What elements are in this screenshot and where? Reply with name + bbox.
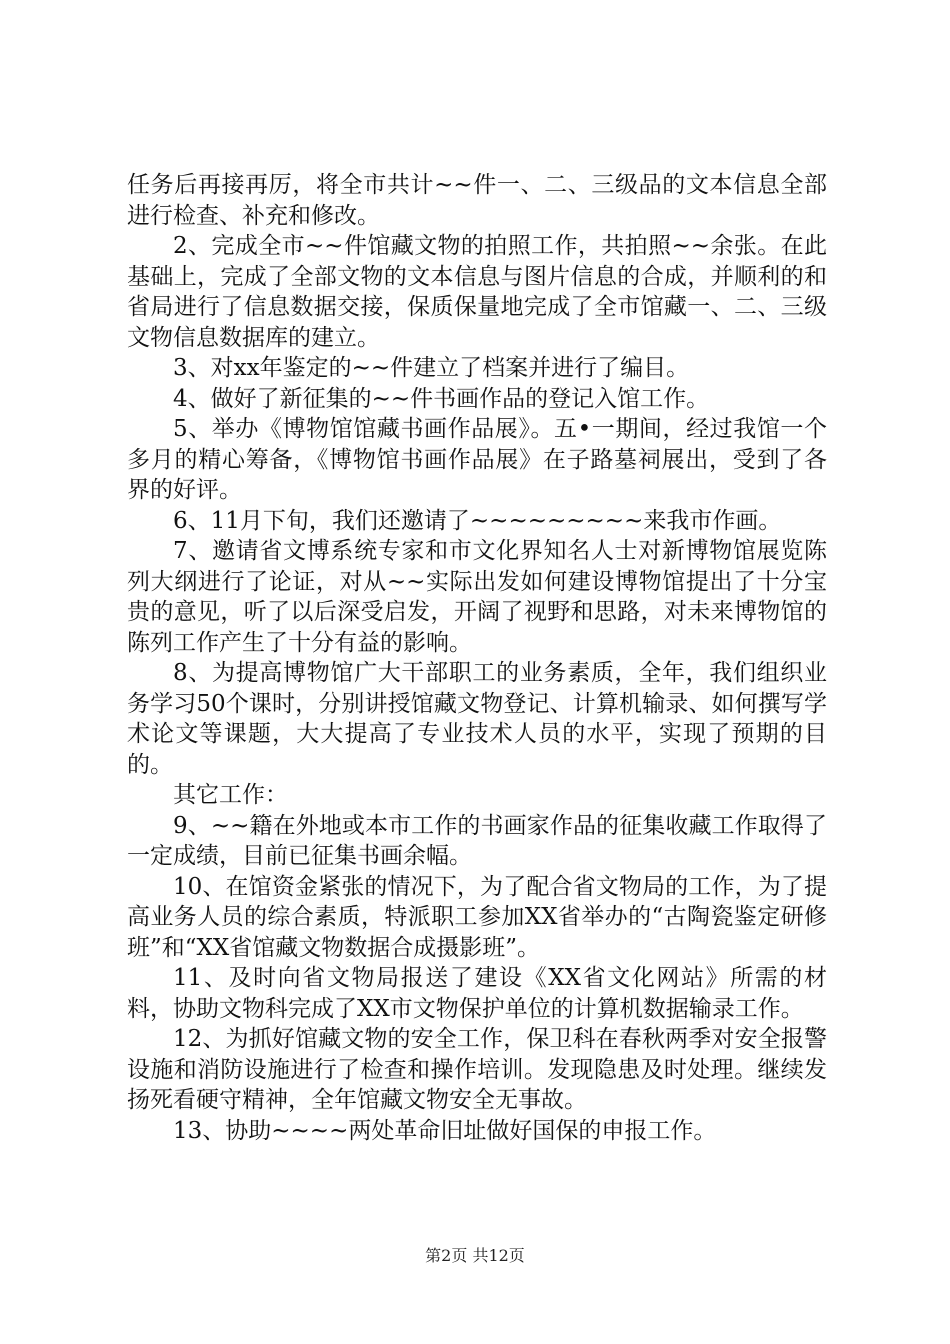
section-heading-other-work: 其它工作： bbox=[173, 782, 288, 808]
paragraph-item-6: 6、11月下旬，我们还邀请了~~~~~~~~~来我市作画。 bbox=[173, 507, 782, 534]
paragraph-item-12: 12、为抓好馆藏文物的安全工作，保卫科在春秋两季对安全报警设施和消防设施进行了检查和操作培训。发现隐患及时处理。继续发扬死看硬守精神，全年馆藏文物安全无事故。 bbox=[127, 1026, 827, 1113]
paragraph-item-11: 11、及时向省文物局报送了建设《XX省文化网站》所需的材料，协助文物科完成了XX市文物保护单位的计算机数据输录工作。 bbox=[127, 965, 827, 1022]
paragraph-item-4: 4、做好了新征集的~~件书画作品的登记入馆工作。 bbox=[173, 385, 710, 412]
paragraph-item-5: 5、举办《博物馆馆藏书画作品展》。五•一期间，经过我馆一个多月的精心筹备，《博物馆书画作品展》在子路墓祠展出，受到了各界的好评。 bbox=[127, 416, 827, 503]
paragraph-item-7: 7、邀请省文博系统专家和市文化界知名人士对新博物馆展览陈列大纲进行了论证，对从~~实际出发如何建设博物馆提出了十分宝贵的意见，听了以后深受启发，开阔了视野和思路，对未来博物馆的陈列工作产生了十分有益的影响。 bbox=[127, 538, 827, 656]
page-number-footer: 第2页 共12页 bbox=[425, 1246, 525, 1265]
paragraph-item-2: 2、完成全市~~件馆藏文物的拍照工作，共拍照~~余张。在此基础上，完成了全部文物的文本信息与图片信息的合成，并顺利的和省局进行了信息数据交接，保质保量地完成了全市馆藏一、二、三级文物信息数据库的建立。 bbox=[127, 233, 827, 351]
document-body bbox=[127, 170, 827, 1146]
paragraph-item-8: 8、为提高博物馆广大干部职工的业务素质，全年，我们组织业务学习50个课时，分别讲授馆藏文物登记、计算机输录、如何撰写学术论文等课题，大大提高了专业技术人员的水平，实现了预期的目的。 bbox=[127, 660, 827, 778]
paragraph-item-10: 10、在馆资金紧张的情况下，为了配合省文物局的工作，为了提高业务人员的综合素质，特派职工参加XX省举办的“古陶瓷鉴定研修班”和“XX省馆藏文物数据合成摄影班”。 bbox=[127, 873, 827, 961]
paragraph-item-13: 13、协助~~~~两处革命旧址做好国保的申报工作。 bbox=[173, 1117, 717, 1144]
paragraph-item-9: 9、~~籍在外地或本市工作的书画家作品的征集收藏工作取得了一定成绩，目前已征集书画余幅。 bbox=[127, 812, 827, 869]
paragraph-item-3: 3、对xx年鉴定的~~件建立了档案并进行了编目。 bbox=[173, 355, 690, 381]
paragraph-continuation: 任务后再接再厉，将全市共计~~件一、二、三级品的文本信息全部进行检查、补充和修改。 bbox=[127, 172, 827, 229]
